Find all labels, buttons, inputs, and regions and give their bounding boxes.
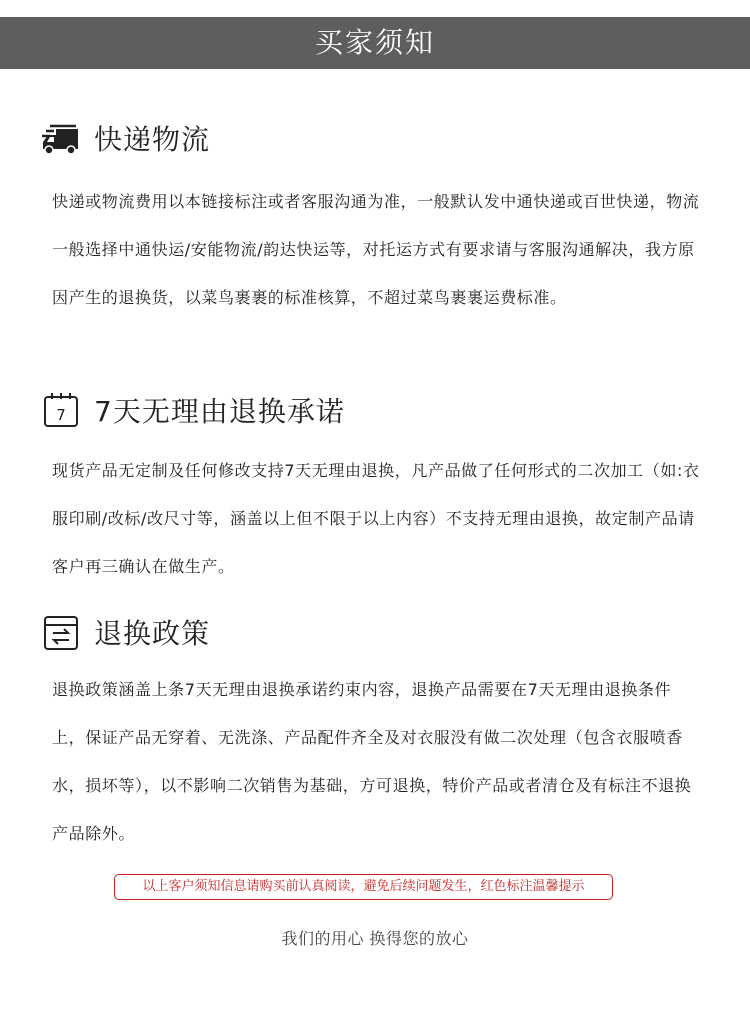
calendar-7-icon <box>40 389 82 431</box>
section-heading: 退换政策 <box>94 617 211 650</box>
section-delivery-body: 快递或物流费用以本链接标注或者客服沟通为准，一般默认发中通快递或百世快递，物流一般选择中通快运/安能物流/韵达快运等，对托运方式有要求请与客服沟通解决，我方原因产生的退换货，以菜鸟裹裹的标准核算，不超过菜鸟裹裹运费标准。 <box>52 192 700 307</box>
section-policy-body: 退换政策涵盖上条7天无理由退换承诺约束内容，退换产品需要在7天无理由退换条件上，保证产品无穿着、无洗涤、产品配件齐全及对衣服没有做二次处理（包含衣服喷香水，损坏等），以不影响二次销售为基础，方可退换，特价产品或者清仓及有标注不退换产品除外。 <box>52 680 692 843</box>
delivery-truck-icon <box>40 117 82 159</box>
section-return-header <box>40 389 345 431</box>
notice-text: 以上客户须知信息请购买前认真阅读，避免后续问题发生，红色标注温馨提示 <box>142 879 585 894</box>
banner-title: 买家须知 <box>314 26 435 59</box>
section-heading: 7天无理由退换承诺 <box>94 395 345 428</box>
red-notice-box <box>114 874 613 900</box>
page-banner <box>0 17 750 69</box>
section-policy-header <box>40 611 210 653</box>
calendar-day-label: 7 <box>56 406 66 424</box>
section-delivery-header <box>40 117 210 159</box>
exchange-box-icon <box>40 611 82 653</box>
section-return-body: 现货产品无定制及任何修改支持7天无理由退换，凡产品做了任何形式的二次加工（如:衣服印刷/改标/改尺寸等，涵盖以上但不限于以上内容）不支持无理由退换，故定制产品请客户再三确认在做生产。 <box>52 461 700 576</box>
section-heading: 快递物流 <box>94 123 211 156</box>
footer-slogan: 我们的用心 换得您的放心 <box>281 929 469 948</box>
